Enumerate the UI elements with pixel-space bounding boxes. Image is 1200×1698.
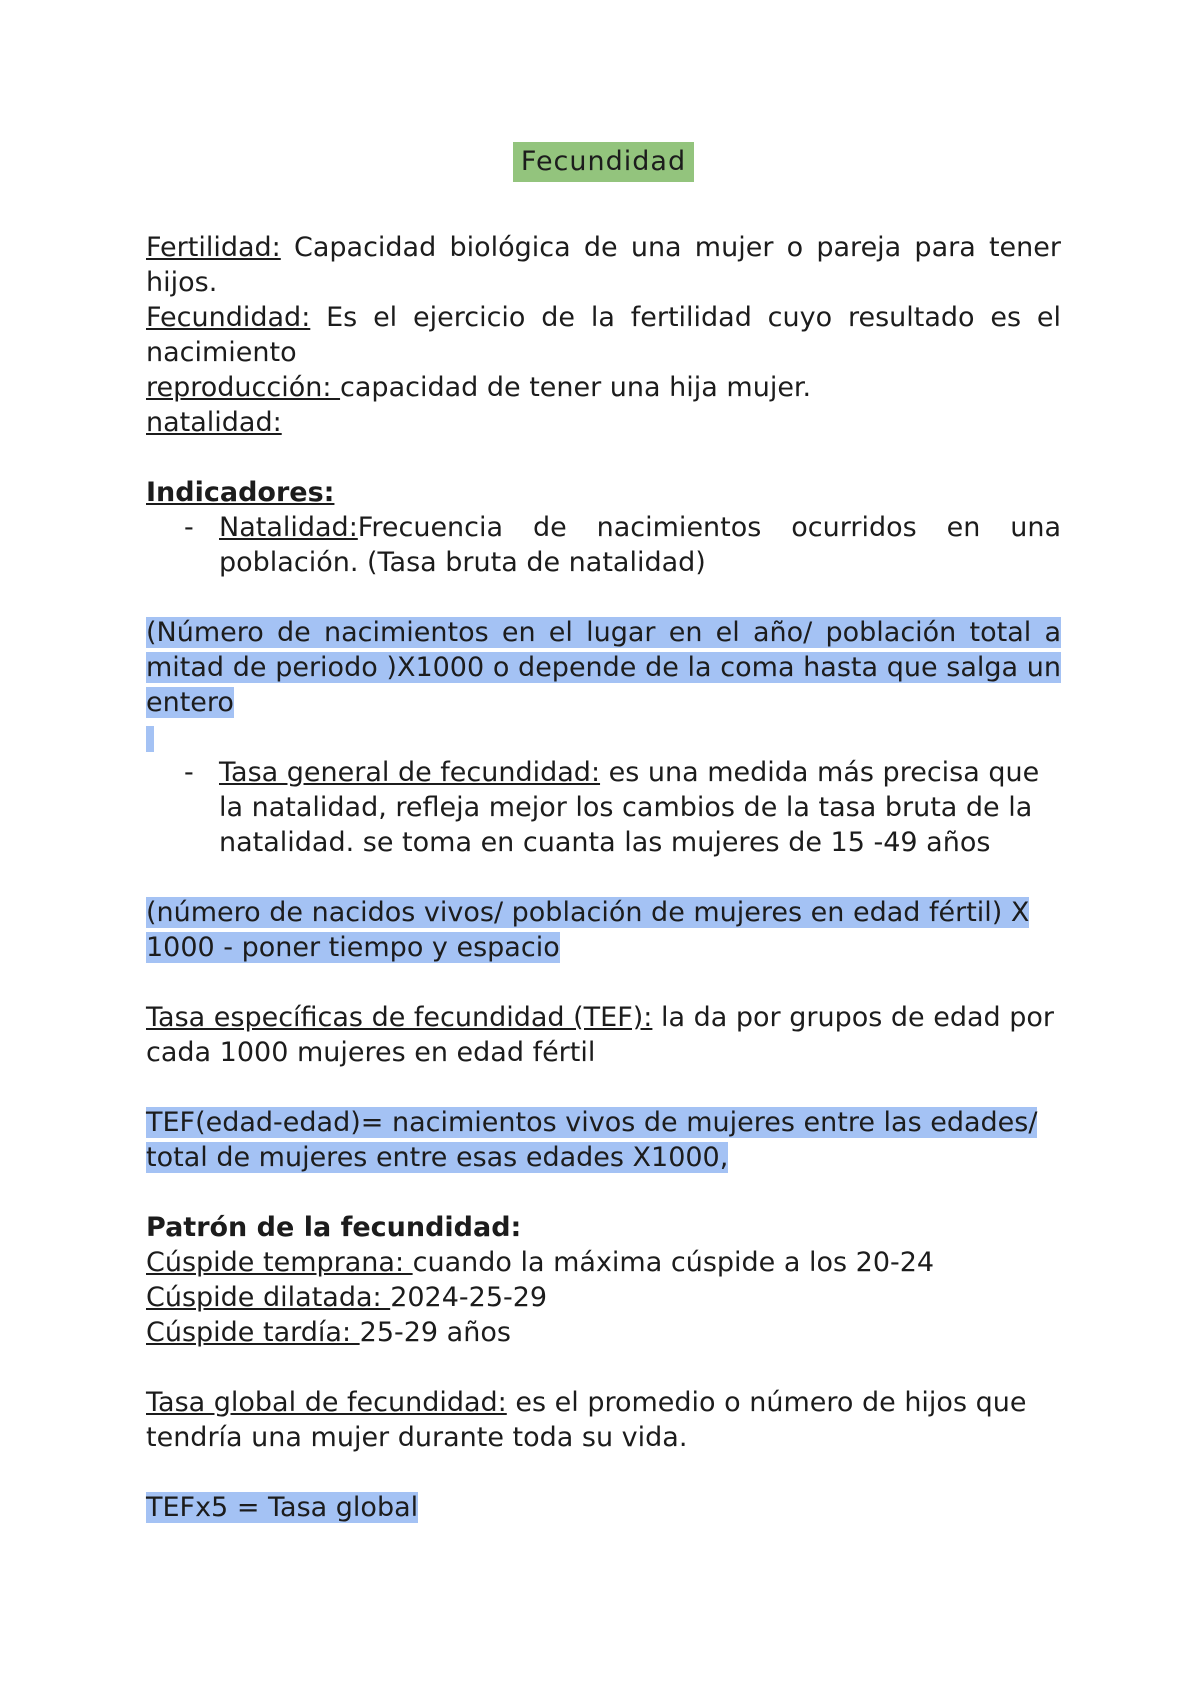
cuspide-dilatada <box>146 1280 1061 1315</box>
tgf-formula-block <box>146 895 1061 965</box>
cuspide-tardia <box>146 1315 1061 1350</box>
definition-term: reproducción: <box>146 372 341 403</box>
tasa-global-formula: TEFx5 = Tasa global <box>146 1492 419 1523</box>
definition-reproduccion <box>146 370 1061 405</box>
definition-term: natalidad: <box>146 407 282 438</box>
bullet-natalidad <box>146 510 1061 580</box>
definition-term: Tasa global de fecundidad: <box>146 1387 507 1418</box>
natalidad-formula: (Número de nacimientos en el lugar en el año/ población total a mitad de periodo )X1000 o depende de la coma hasta que salga un entero <box>146 617 1061 718</box>
tgf-formula: (número de nacidos vivos/ población de mujeres en edad fértil) X 1000 - poner tiempo y espacio <box>146 897 1030 963</box>
definition-term: Tasa específicas de fecundidad (TEF): <box>146 1002 653 1033</box>
definition-text: la da por grupos de edad por cada 1000 mujeres en edad fértil <box>146 1002 1054 1068</box>
document-title: Fecundidad <box>513 142 694 182</box>
bullet-dash: - <box>184 512 194 543</box>
tef-formula-block <box>146 1105 1061 1175</box>
bullet-dash: - <box>184 757 194 788</box>
definition-text: capacidad de tener una hija mujer. <box>340 372 812 403</box>
formula-cursor-line <box>146 720 1061 755</box>
definition-text: Es el ejercicio de la fertilidad cuyo resultado es el nacimiento <box>146 302 1061 368</box>
definition-fecundidad <box>146 300 1061 370</box>
definition-term: Cúspide temprana: <box>146 1247 413 1278</box>
definition-text: 25-29 años <box>359 1317 511 1348</box>
text-caret <box>146 726 154 752</box>
title-row <box>146 142 1061 182</box>
bullet-term: Natalidad: <box>219 512 358 543</box>
bullet-term: Tasa general de fecundidad: <box>219 757 601 788</box>
definition-term: Cúspide dilatada: <box>146 1282 391 1313</box>
definition-text: 2024-25-29 <box>390 1282 548 1313</box>
definition-term: Fecundidad: <box>146 302 311 333</box>
indicadores-heading: Indicadores: <box>146 477 335 508</box>
definition-text: Capacidad biológica de una mujer o pareja para tener hijos. <box>146 232 1061 298</box>
tef-definition <box>146 1000 1061 1070</box>
definition-term: Fertilidad: <box>146 232 281 263</box>
tasa-global-formula-block <box>146 1490 1061 1525</box>
definition-text: cuando la máxima cúspide a los 20-24 <box>412 1247 935 1278</box>
definition-fertilidad <box>146 230 1061 300</box>
patron-heading: Patrón de la fecundidad: <box>146 1212 522 1243</box>
tef-formula: TEF(edad-edad)= nacimientos vivos de mujeres entre las edades/ total de mujeres entre esas edades X1000, <box>146 1107 1038 1173</box>
definition-text: es el promedio o número de hijos que tendría una mujer durante toda su vida. <box>146 1387 1027 1453</box>
tasa-global-definition <box>146 1385 1061 1455</box>
cuspide-temprana <box>146 1245 1061 1280</box>
definition-natalidad <box>146 405 1061 440</box>
natalidad-formula-block <box>146 615 1061 720</box>
bullet-text: Frecuencia de nacimientos ocurridos en una población. (Tasa bruta de natalidad) <box>219 512 1061 578</box>
definition-term: Cúspide tardía: <box>146 1317 360 1348</box>
bullet-text: es una medida más precisa que la natalidad, refleja mejor los cambios de la tasa bruta de la natalidad. se toma en cuanta las mujeres de 15 -49 años <box>219 757 1040 858</box>
document-page <box>146 142 1061 1525</box>
bullet-tasa-general <box>146 755 1061 860</box>
